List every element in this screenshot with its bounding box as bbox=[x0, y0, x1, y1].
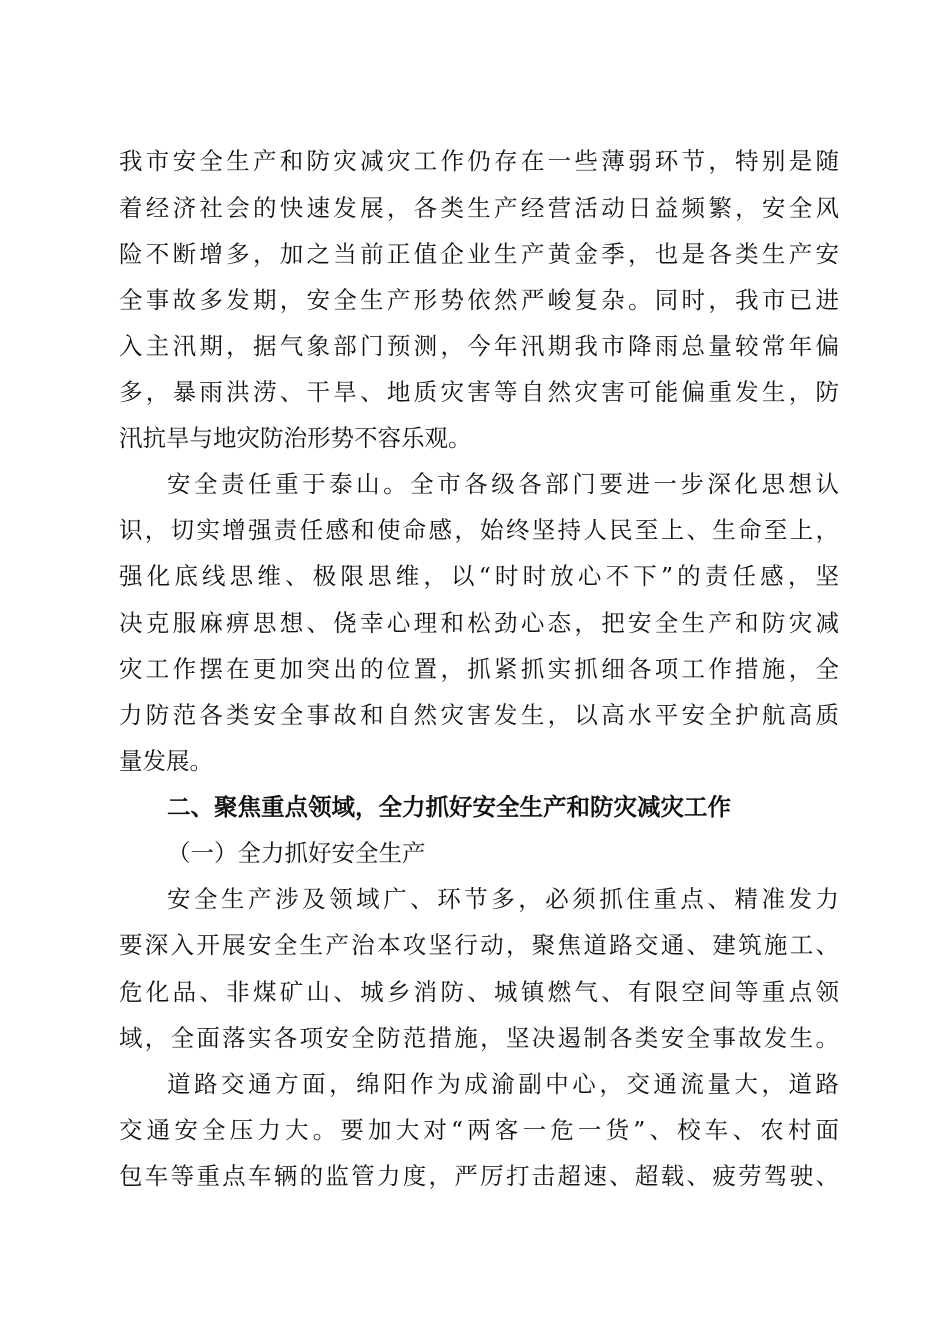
paragraph-3-line-2: 要深入开展安全生产治本攻坚行动，聚焦道路交通、建筑施工、 bbox=[119, 931, 839, 959]
paragraph-3-line-1: 安全生产涉及领域广、环节多，必须抓住重点、精准发力 bbox=[167, 885, 839, 913]
paragraph-1-line-4: 全事故多发期，安全生产形势依然严峻复杂。同时，我市已进 bbox=[119, 286, 839, 314]
paragraph-1-line-3: 险不断增多，加之当前正值企业生产黄金季，也是各类生产安 bbox=[119, 240, 839, 268]
paragraph-2-line-4: 决克服麻痹思想、侥幸心理和松劲心态，把安全生产和防灾减 bbox=[119, 609, 839, 637]
paragraph-2-line-6: 力防范各类安全事故和自然灾害发生，以高水平安全护航高质 bbox=[119, 701, 839, 729]
paragraph-1-line-2: 着经济社会的快速发展，各类生产经营活动日益频繁，安全风 bbox=[119, 194, 839, 222]
paragraph-1-line-5: 入主汛期，据气象部门预测，今年汛期我市降雨总量较常年偏 bbox=[119, 332, 839, 360]
paragraph-3-line-3: 危化品、非煤矿山、城乡消防、城镇燃气、有限空间等重点领 bbox=[119, 978, 839, 1006]
paragraph-2-line-7: 量发展。 bbox=[119, 747, 213, 775]
paragraph-4-line-1: 道路交通方面，绵阳作为成渝副中心，交通流量大，道路 bbox=[167, 1070, 839, 1098]
paragraph-2-line-2: 识，切实增强责任感和使命感，始终坚持人民至上、生命至上， bbox=[119, 516, 839, 544]
paragraph-1-line-7: 汛抗旱与地灾防治形势不容乐观。 bbox=[119, 424, 472, 452]
paragraph-2-line-1: 安全责任重于泰山。全市各级各部门要进一步深化思想认 bbox=[167, 470, 839, 498]
paragraph-1-line-1: 我市安全生产和防灾减灾工作仍存在一些薄弱环节，特别是随 bbox=[119, 147, 839, 175]
paragraph-3-line-4: 域，全面落实各项安全防范措施，坚决遏制各类安全事故发生。 bbox=[119, 1024, 839, 1052]
paragraph-4-line-2: 交通安全压力大。要加大对“两客一危一货”、校车、农村面 bbox=[119, 1116, 839, 1144]
section-heading: 二、聚焦重点领域，全力抓好安全生产和防灾减灾工作 bbox=[167, 793, 731, 821]
paragraph-1-line-6: 多，暴雨洪涝、干旱、地质灾害等自然灾害可能偏重发生，防 bbox=[119, 378, 839, 406]
paragraph-4-line-3: 包车等重点车辆的监管力度，严厉打击超速、超载、疲劳驾驶、 bbox=[119, 1162, 839, 1190]
paragraph-2-line-5: 灾工作摆在更加突出的位置，抓紧抓实抓细各项工作措施，全 bbox=[119, 655, 839, 683]
paragraph-2-line-3: 强化底线思维、极限思维，以“时时放心不下”的责任感，坚 bbox=[119, 562, 839, 590]
subsection-heading: （一）全力抓好安全生产 bbox=[167, 839, 426, 867]
